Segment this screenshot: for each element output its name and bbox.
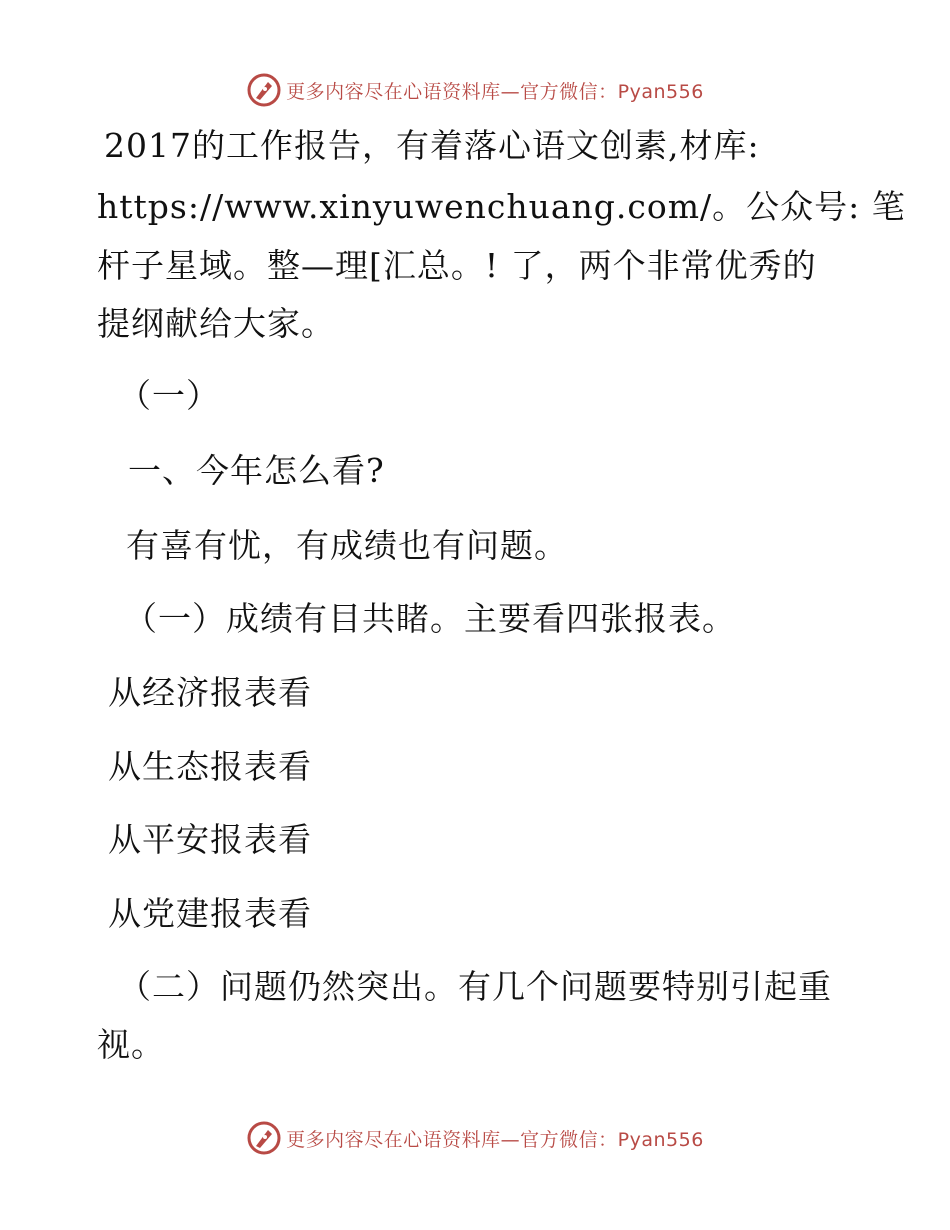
problems-heading-cont: 视。 (97, 1025, 165, 1064)
report-item-economy: 从经济报表看 (108, 673, 312, 712)
body-line-2: https://www.xinyuwenchuang.com/。公众号: 笔 (97, 187, 906, 226)
report-item-safety: 从平安报表看 (108, 820, 312, 859)
question-heading: 一、今年怎么看? (128, 451, 385, 490)
report-item-ecology: 从生态报表看 (108, 747, 312, 786)
body-line-1: 2017的工作报告，有着落心语文创素,材库: (104, 126, 760, 165)
pen-nib-logo-icon (246, 1120, 282, 1156)
footer-watermark-banner (0, 1118, 950, 1158)
section-heading-1: （一） (118, 376, 220, 415)
footer-banner-inner (246, 1120, 704, 1156)
pen-nib-logo-icon (246, 72, 282, 108)
problems-heading: （二）问题仍然突出。有几个问题要特别引起重 (118, 967, 832, 1006)
report-item-party: 从党建报表看 (108, 894, 312, 933)
body-line-4: 提纲献给大家。 (97, 304, 335, 343)
summary-line: 有喜有忧，有成绩也有问题。 (126, 526, 568, 565)
achievements-heading: （一）成绩有目共睹。主要看四张报表。 (124, 599, 736, 638)
footer-banner-text: 更多内容尽在心语资料库—官方微信：Pyan556 (286, 1128, 704, 1151)
header-watermark-banner (0, 70, 950, 110)
header-banner-text: 更多内容尽在心语资料库—官方微信：Pyan556 (286, 80, 704, 103)
body-line-3: 杆子星域。整—理[汇总。! 了，两个非常优秀的 (97, 246, 817, 285)
header-banner-inner (246, 72, 704, 108)
